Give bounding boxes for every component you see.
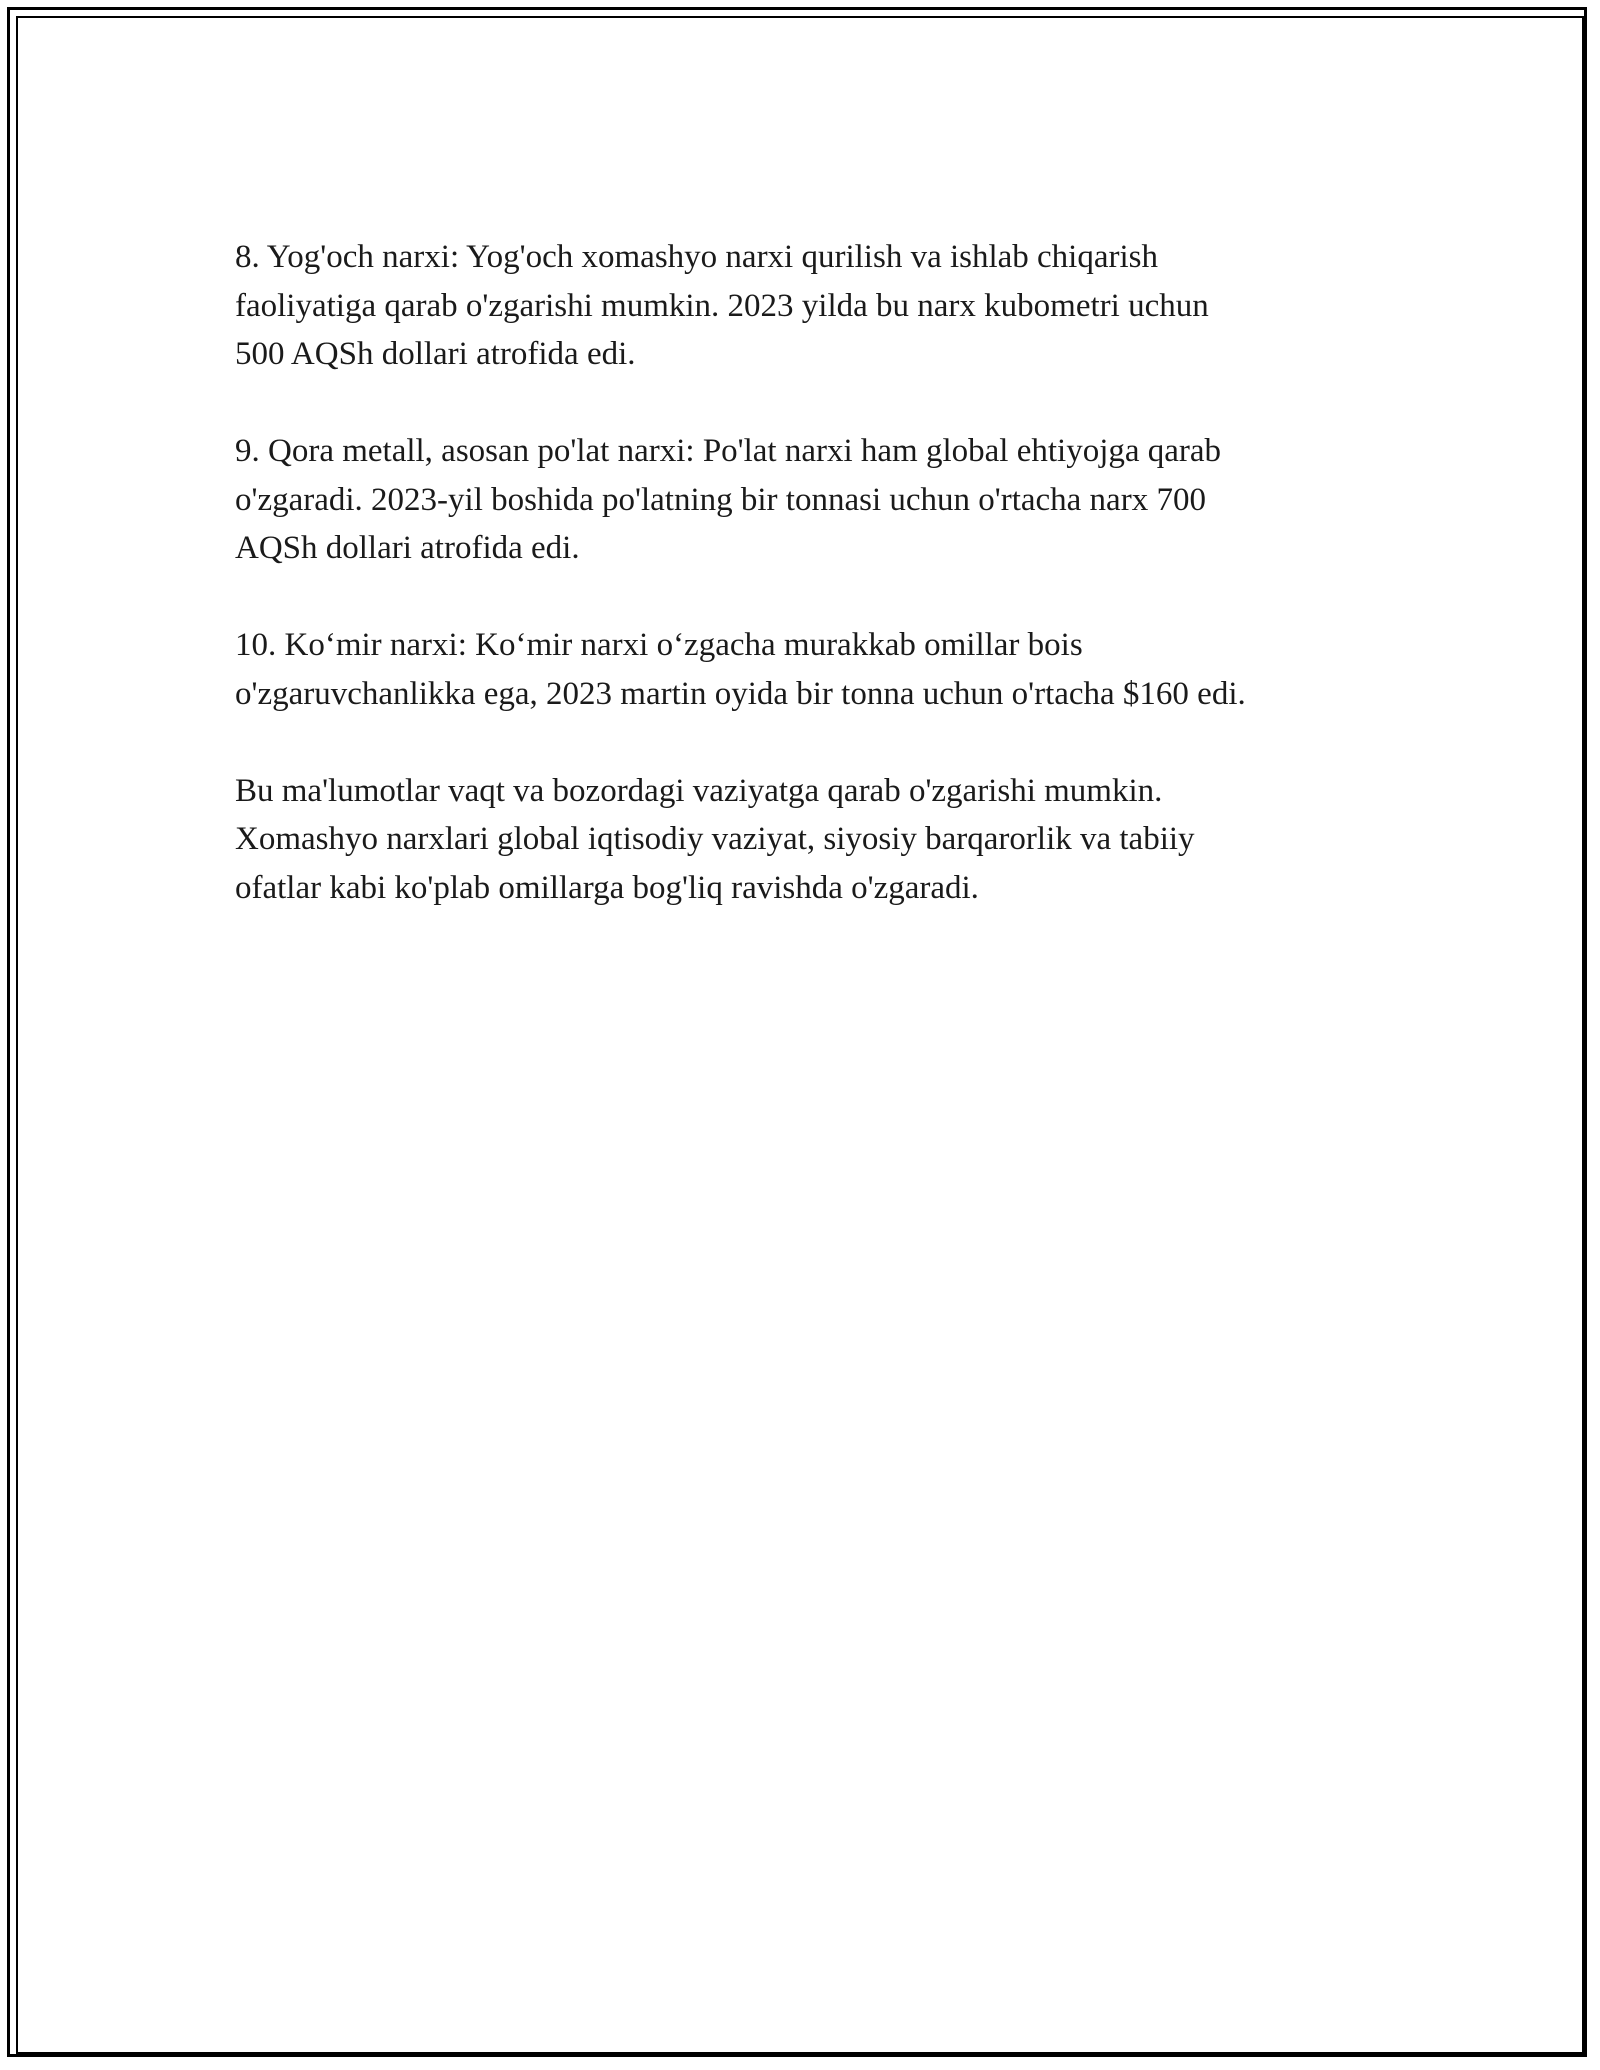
paragraph-steel-price: 9. Qora metall, asosan po'lat narxi: Po'lat narxi ham global ehtiyojga qarab o'zgaradi. 2023-yil boshida po'latning bir tonnasi uchun o'rtacha narx 700 AQSh dollari atrofida edi. [235, 433, 1222, 566]
document-body [235, 233, 1375, 961]
paragraph-wood-price: 8. Yog'och narxi: Yog'och xomashyo narxi qurilish va ishlab chiqarish faoliyatiga qarab o'zgarishi mumkin. 2023 yilda bu narx kubometri uchun 500 AQSh dollari atrofida edi. [235, 239, 1209, 372]
paragraph-conclusion: Bu ma'lumotlar vaqt va bozordagi vaziyatga qarab o'zgarishi mumkin. Xomashyo narxlari global iqtisodiy vaziyat, siyosiy barqarorlik va tabiiy ofatlar kabi ko'plab omillarga bog'liq ravishda o'zgaradi. [235, 772, 1195, 906]
paragraph-coal-price: 10. Ko‘mir narxi: Ko‘mir narxi o‘zgacha murakkab omillar bois o'zgaruvchanlikka ega, 2023 martin oyida bir tonna uchun o'rtacha $160 edi. [235, 627, 1246, 712]
